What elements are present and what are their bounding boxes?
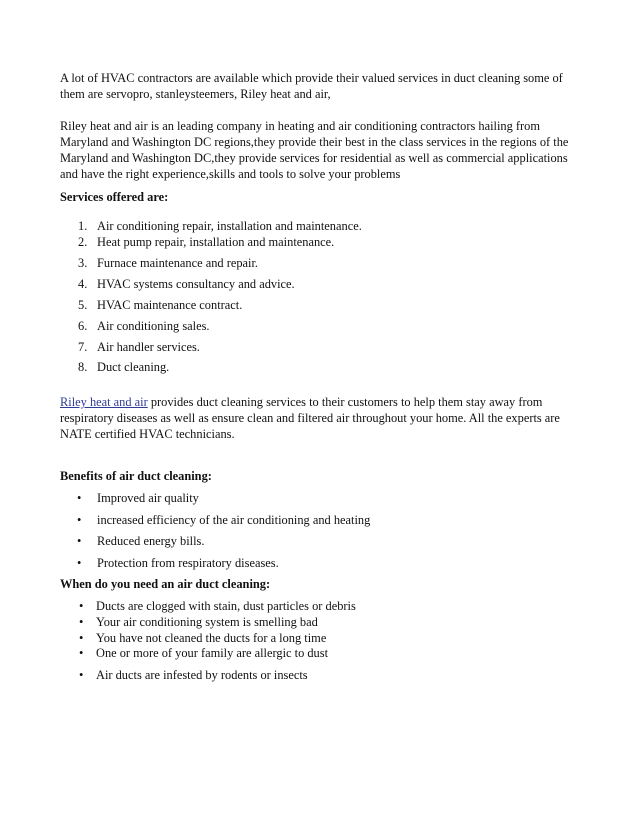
when-item-text: You have not cleaned the ducts for a long time — [96, 631, 327, 645]
service-item-text: Air conditioning repair, installation and maintenance. — [97, 219, 362, 233]
service-item-text: Heat pump repair, installation and maintenance. — [97, 235, 335, 249]
company-line-4: and have the right experience,skills and tools to solve your problems — [60, 167, 401, 181]
service-item-text: HVAC maintenance contract. — [97, 298, 243, 312]
company-line-3: Maryland and Washington DC,they provide services for residential as well as commercial applications — [60, 151, 568, 165]
intro-line-1: A lot of HVAC contractors are available which provide their valued services in duct cleaning some of — [60, 71, 563, 85]
intro-paragraph — [60, 70, 580, 102]
service-item-number: 1. — [78, 219, 88, 233]
provides-paragraph — [60, 394, 580, 442]
services-heading: Services offered are: — [60, 190, 169, 204]
company-line-1: Riley heat and air is an leading company in heating and air conditioning contractors hailing from — [60, 119, 540, 133]
provides-line-2: respiratory diseases as well as ensure clean and filtered air throughout your home. All the experts are — [60, 411, 560, 425]
service-item-number: 6. — [78, 319, 88, 333]
benefit-item-text: increased efficiency of the air conditioning and heating — [97, 513, 371, 527]
bullet-icon: • — [79, 631, 84, 645]
bullet-icon: • — [79, 668, 84, 682]
service-item-number: 3. — [78, 256, 88, 270]
benefit-item-text: Protection from respiratory diseases. — [97, 556, 279, 570]
bullet-icon: • — [79, 599, 84, 613]
service-item-text: HVAC systems consultancy and advice. — [97, 277, 295, 291]
bullet-icon: • — [77, 556, 82, 570]
service-item-number: 5. — [78, 298, 88, 312]
provides-line-1-rest: provides duct cleaning services to their customers to help them stay away from — [147, 395, 543, 409]
benefit-item-text: Improved air quality — [97, 491, 199, 505]
company-line-2: Maryland and Washington DC regions,they provide their best in the class services in the regions of the — [60, 135, 569, 149]
service-item-number: 2. — [78, 235, 88, 249]
when-item-text: Your air conditioning system is smelling bad — [96, 615, 318, 629]
provides-line-1 — [60, 394, 580, 410]
benefits-heading: Benefits of air duct cleaning: — [60, 469, 212, 483]
riley-heat-and-air-link[interactable]: Riley heat and air — [60, 395, 148, 409]
bullet-icon: • — [79, 646, 84, 660]
provides-line-3: NATE certified HVAC technicians. — [60, 427, 235, 441]
bullet-icon: • — [77, 513, 82, 527]
when-item-text: One or more of your family are allergic to dust — [96, 646, 329, 660]
bullet-icon: • — [79, 615, 84, 629]
intro-line-2: them are servopro, stanleysteemers, Riley heat and air, — [60, 87, 331, 101]
service-item-text: Duct cleaning. — [97, 360, 170, 374]
bullet-icon: • — [77, 491, 82, 505]
service-item-number: 7. — [78, 340, 88, 354]
benefit-item-text: Reduced energy bills. — [97, 534, 205, 548]
when-item-text: Ducts are clogged with stain, dust particles or debris — [96, 599, 356, 613]
service-item-text: Air handler services. — [97, 340, 200, 354]
bullet-icon: • — [77, 534, 82, 548]
company-paragraph — [60, 118, 580, 182]
when-heading: When do you need an air duct cleaning: — [60, 577, 271, 591]
service-item-number: 8. — [78, 360, 88, 374]
when-item-text: Air ducts are infested by rodents or insects — [96, 668, 308, 682]
service-item-text: Furnace maintenance and repair. — [97, 256, 258, 270]
service-item-text: Air conditioning sales. — [97, 319, 210, 333]
service-item-number: 4. — [78, 277, 88, 291]
